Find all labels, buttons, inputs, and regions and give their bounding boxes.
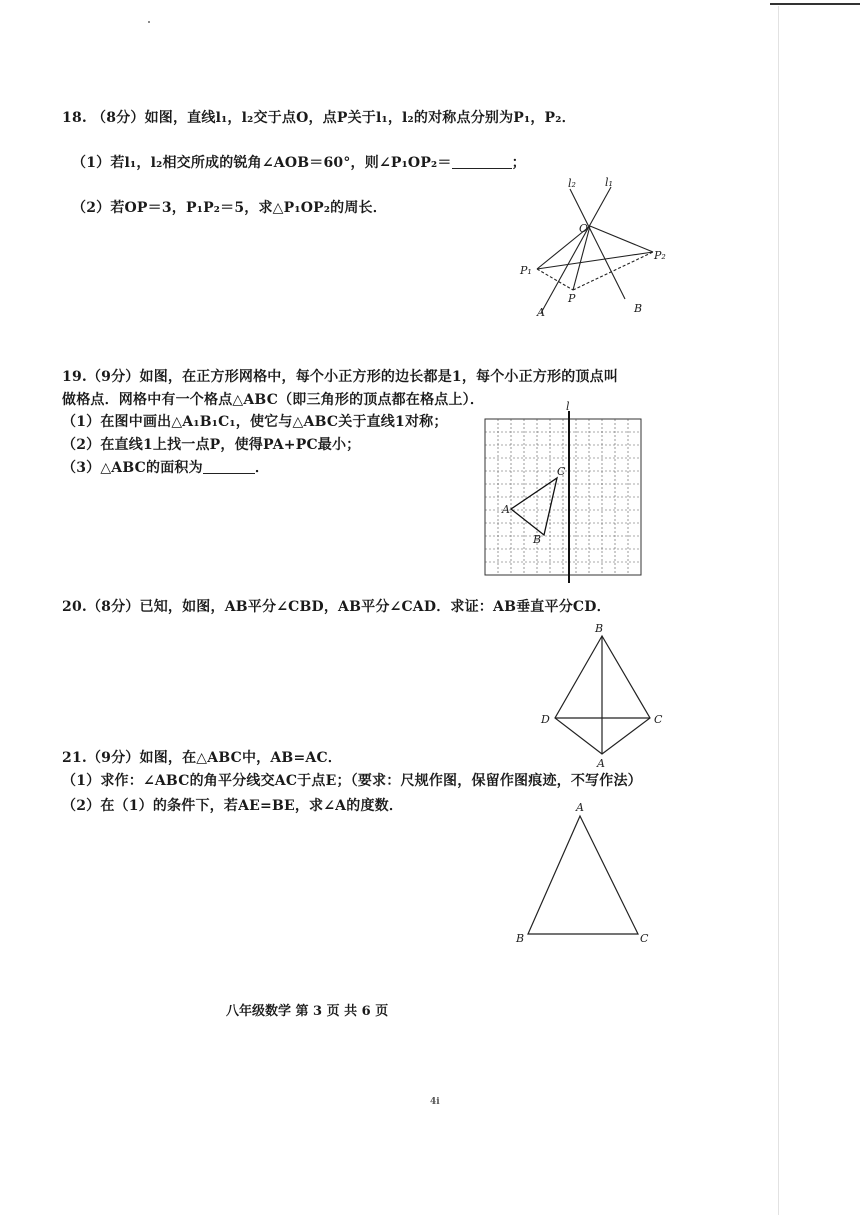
q19-answer-blank[interactable]: [203, 459, 255, 474]
q18-answer-blank[interactable]: [452, 154, 512, 169]
q19-part3-end: ．: [254, 460, 270, 476]
q19-part3-text: （3）△ABC的面积为: [62, 460, 203, 476]
q18-part2: （2）若OP＝3，P₁P₂＝5，求△P₁OP₂的周长．: [72, 200, 387, 216]
q19-part3: [62, 458, 269, 478]
label-d: D: [541, 713, 550, 726]
label-l: l: [566, 400, 570, 413]
segment-o-p: [573, 226, 590, 290]
q21-figure: [510, 800, 660, 950]
label-c: C: [640, 932, 649, 945]
label-b: B: [533, 533, 542, 546]
label-a: A: [502, 503, 510, 516]
scan-edge-right: [778, 6, 779, 1215]
label-o: O: [579, 222, 589, 235]
triangle-abc: [511, 478, 557, 535]
label-c: C: [557, 465, 566, 478]
q20-figure: [535, 620, 665, 770]
q18-part1-end: ；: [511, 155, 526, 171]
label-p: P: [568, 292, 576, 305]
q18-part1: [72, 153, 526, 173]
q21-part1: （1）求作：∠ABC的角平分线交AC于点E；（要求：尺规作图，保留作图痕迹，不写作法）: [62, 773, 642, 789]
label-p1: P₁: [520, 264, 532, 277]
label-c: C: [654, 713, 663, 726]
q18-figure: [515, 175, 675, 325]
label-p2: P₂: [654, 249, 666, 262]
scan-edge-top: [770, 3, 860, 5]
q18-stem: 18. （8分）如图，直线l₁，l₂交于点O，点P关于l₁，l₂的对称点分别为P₁，P₂．: [62, 110, 576, 126]
label-a: A: [537, 306, 545, 319]
label-l2: l₂: [568, 177, 576, 190]
label-b: B: [516, 932, 525, 945]
q20-stem: 20.（8分）已知，如图，AB平分∠CBD，AB平分∠CAD．求证：AB垂直平分CD．: [62, 599, 611, 615]
q18-part1-text: （1）若l₁，l₂相交所成的锐角∠AOB＝60°，则∠P₁OP₂＝: [72, 155, 452, 171]
grid: [485, 419, 641, 575]
q19-part2: （2）在直线1上找一点P，使得PA+PC最小；: [62, 437, 361, 453]
scan-mark: 4i: [430, 1097, 440, 1107]
label-b: B: [595, 622, 604, 635]
q19-stem-line2: 做格点．网格中有一个格点△ABC（即三角形的顶点都在格点上）．: [62, 392, 485, 408]
scan-speck: [148, 21, 150, 23]
label-a: A: [597, 757, 605, 770]
q21-stem: 21.（9分）如图，在△ABC中，AB=AC．: [62, 750, 342, 766]
label-b: B: [634, 302, 643, 315]
q19-grid-figure: [480, 400, 650, 590]
page-footer: 八年级数学 第 3 页 共 6 页: [226, 1004, 389, 1019]
line-l2: [570, 189, 625, 299]
q19-stem-line1: 19.（9分）如图，在正方形网格中，每个小正方形的边长都是1，每个小正方形的顶点叫: [62, 369, 619, 385]
label-a: A: [576, 801, 584, 814]
q21-part2: （2）在（1）的条件下，若AE=BE，求∠A的度数．: [62, 798, 404, 814]
q19-part1: （1）在图中画出△A₁B₁C₁，使它与△ABC关于直线1对称；: [62, 414, 448, 430]
label-l1: l₁: [605, 176, 613, 189]
triangle-abc: [528, 816, 638, 934]
